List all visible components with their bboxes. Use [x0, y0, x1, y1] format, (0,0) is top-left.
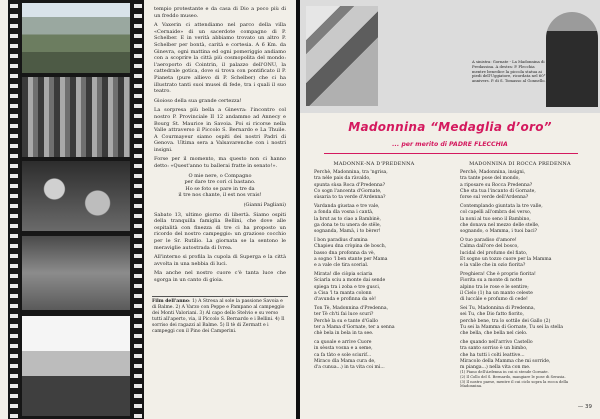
film-caption [152, 296, 288, 335]
caption-text: : 1) A Stresa al sole la passione Savoia e di Balme. 2) A Varzo con Peppe e Pampano al campeggio dei Monti Valoriani. 3) Al capo dello Stelvio e su verso tutti all'aperto, via, il Piccolo S. Bernardo e i Bellini. 4) Il sorriso dei ragazzi al Balme. 5) Il tè di Zermatt e i campeggi con il Pino dei Camperini. [152, 299, 285, 334]
film-frame-group-photo [22, 77, 130, 157]
film-perforations-left [10, 0, 18, 419]
poem-stanza: Sei Tu, Madonnina di Predenna, sei Tu, che Dio fatto fiorito, perchè bene, tra lo sottile dei Gallo (2) Tu sei la Mamma di Gornate, Tu sei la stella che bella, che bella nel cielo. [460, 306, 563, 337]
paragraph: A Vaxerin ci attendiamo nel parco della villa «Cernaide» di un sacerdote compagno di P. Schelber. E in verità abbiamo trovato un altro P. Schelber per bontà, carità e cortesia. A 6 Km. da Ginevra, ogni mattina ed ogni pomeriggio andiamo con a scoprire la città più cosmopolita del mondo: l'aeroporto di Cointrin, il palazzo dell'ONU, la cattedrale gotica, dove si trova con pontificato il P. Pianeta (pure allievo di P. Schelber) che ci ha illustrato tanti suoi musei di fede, tra i quali il suo teatro. [154, 22, 286, 95]
poem-stanza: I bon paradius d'amina Chapieu dna cròpina de bosch, basso dna profonna da vè, a sogno 'l ben stante per Mama e a vale cle tira scerial. [314, 238, 388, 269]
poem-stanza: Perchè, Madonnina, insigni, tra tante pose del mondo, a riposare su Rocca Predenna? Che sta tua l'incanto di Gornate, forse sul verde dell'Ardenna? [460, 170, 536, 201]
rock-statue-photo [306, 6, 378, 106]
page-number: — 39 [577, 404, 592, 410]
header-photo [300, 0, 600, 113]
poem-stanza: Contemplando giuntata la tre valle, col capelli all'ombra dei verso, la noni al tuo seno il Bambino, che donava nel mezzo delle stelle, sognando, o Mamma, i tuoi baci? [460, 204, 543, 235]
signature: (Gianni Pagliani) [243, 202, 286, 209]
footnote: (2) Il Collo del S. Bernardo, mangiare le pose di Serasia. [460, 374, 566, 379]
poem-stanza: Perchè, Madonnina, tra 'ngrisa, tra nèle pais da ràvaldo, spunta sùsa Roca d'Predenna? Co sogn l'ancenta d'Gornate, sùsaria to ta verde d'Ardenna? [314, 170, 388, 201]
quote-line: O mie nere, o Compagno [188, 172, 252, 179]
quote-line: Ho se foto se pare in tre da [185, 185, 255, 192]
paragraph: Forse per il momento, ma questo non ci hanno detto: «Quest'anno tu ballerai fratte in senato!». [154, 156, 286, 170]
film-frame-mountain-landscape [22, 3, 130, 73]
poem-stanza: Vardanda giustaa e tre vale, a fonda dla vosna i cantà, la brut as to ciao a Bambinè, ga dona te tu unera de stêle, sognanda, Mamà, i to bèrer! [314, 204, 382, 235]
poem-stanza: Mirata! dle ciòpia sciaria Sciarla sciu a monte dai sende spiega tra i zoba e tre gusci, a Cisa 'l ta manta colonn d'avunda e profinna da sè! [314, 272, 386, 303]
right-page [300, 0, 600, 419]
title-divider [324, 153, 578, 154]
paragraph: Ma anche nel nostro cuore c'è tanta luce che sgorga in un canto di gioia. [154, 270, 286, 283]
photo-caption: A sinistra: Gornate - La Madonnina di Predassina. A destra: P. Flecchia mentre benedice la piccola statua ai piedi dell'Uggiatore, ricordata nel 60° annivers. P. di S. Tomasso al Gonnello. [472, 59, 546, 84]
left-article-column [154, 6, 286, 287]
footnote: (1) Piano dell'Ardenna in cui si stende Gornate. [460, 370, 549, 374]
poem-stanza: Preghiera! Che è proprio fiorita! Fiorita su a monte di notte alpino tra le rose e le sentire; il Cielo (1) ha un manto celeste di luccàle e profumo di cede! [460, 272, 536, 303]
footnotes [460, 370, 590, 389]
song-quote [154, 173, 286, 199]
poem-heading: MADONNINA DI ROCCA PREDENNA [469, 161, 571, 167]
poem-stanza: che quando nell'arrivo Castello tra santo sorriso è un bimbo, che ha tutti i colti leattive... Miracolo della Mamma che mi sorride, m pianga...) nella vita con me. [460, 340, 551, 371]
paragraph: All'interno si profila la cupola di Superga e la città avvolta in una nebbia di luci. [154, 254, 286, 267]
film-strip [8, 0, 144, 419]
poem-stanza: Ton Tè, Madonnina d'Predenna, ter Tè ch'ti fai luce scuri? Perchè la su e tante d'Gallo ter a Mama d'Gornate, ter a senna chè bela in bela in ta see. [314, 306, 395, 337]
paragraph: Gioioso della sua grande certezza! [154, 97, 242, 104]
film-frame-people [22, 236, 130, 310]
poem-italian-column [460, 161, 580, 374]
poem-stanza: O tuo paradiso d'amore! Calma dall'ore del bosco, lucidal del profumo del fiato, Et sogno un tozzo cuore per la Mamma e la valle che in ozio fiorita? [460, 238, 552, 269]
article-subtitle: ... per merito di PADRE FLECCHIA [392, 141, 508, 148]
paragraph: tempio protestante e da casa di Dio a poco più di un freddo museo. [154, 6, 286, 19]
film-frame-swans [22, 161, 130, 231]
paragraph: Sabato 13, ultimo giorno di libertà. Siamo ospiti della tranquilla famiglia Bellini, che dove alle ospitalità con finezza di tre ci ha proposto un ricordo del nostro campeggio: un grazioso cocchio per le Sr. Rutilio. La giornata se la sentono le meraviglie autostrada di Ivrea. [154, 211, 286, 251]
quote-line: il tre nos chante, il est nos vrais! [178, 192, 262, 199]
film-perforations-right [134, 0, 142, 419]
poem-stanza: ca quoale e arrive Cuore in sèssta vosna e a seme, ca fa tàto e sole sciurif... Miraco dla Mama cura de, d'a cunua...) in ta vita coi mì... [314, 340, 385, 371]
poem-heading: MADONNE-NA D'PREDENNA [333, 161, 415, 167]
left-page [0, 0, 296, 419]
article-title: Madonnina “Medaglia d’oro” [348, 120, 552, 134]
caption-lead: Film dell'anno [152, 299, 189, 304]
quote-line: per dare tre cori ci bastano. [184, 179, 256, 186]
priest-photo [546, 12, 598, 107]
footnote: (3) Il nostro paese, mentre il cui ciclo sopra la rocca della Madonnina. [460, 379, 569, 389]
poem-dialect-column [314, 161, 434, 374]
paragraph: La sorpresa più bella a Ginevra: l'incontro col nostro P. Provinciale II 12 andammo ad Annecy e Bourg St. Maurice in Savoia. Poi si ricorse nella Valle attraverso il Piccolo S. Bernardo e La Thuile. A Courmayeur siamo ospiti dei nostri Padri di Genova. Ultima sera a Valsavarenche con i nostri insigni. [154, 107, 286, 153]
film-frame-snow-field [22, 316, 130, 416]
